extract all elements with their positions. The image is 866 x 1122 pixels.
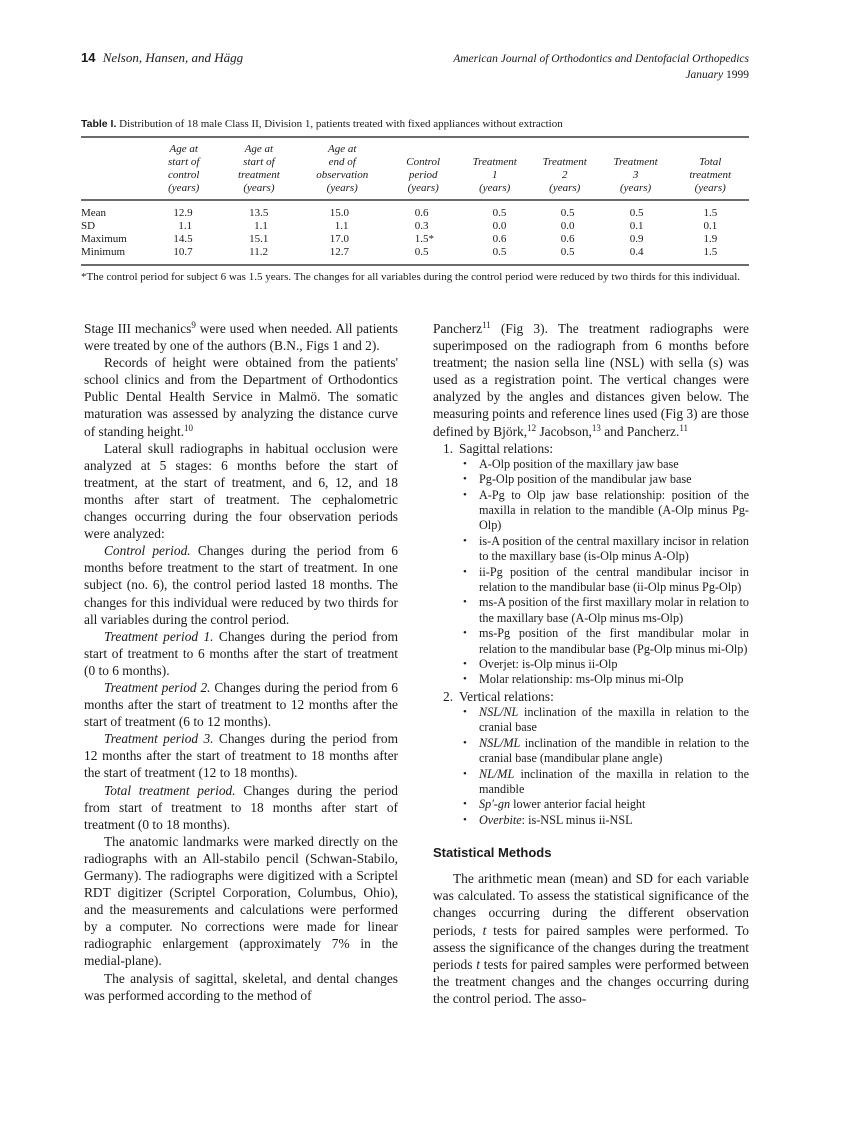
paragraph-radiographs: Lateral skull radiographs in habitual occlusion were analyzed at 5 stages: 6 months before the start of treatment, at the start of treatment, and 6, 12, and 18 months after start of treatment. The cephalometric changes occurring during the four observation periods were analyzed: [84,440,398,542]
table-1 [81,117,749,285]
list-number: 1. [443,440,454,456]
row-label: Minimum [81,246,126,258]
section-heading-statistical-methods: Statistical Methods [433,845,552,861]
cell: 11.2 [249,246,268,258]
paragraph-mechanics: Stage III mechanics$^9$ were used when needed. All patients were treated by one of the authors (B.N., Figs 1 and 2). [84,320,398,354]
cell: 0.5 [560,246,575,258]
list-item: • NSL/NL inclination of the maxilla in relation to the cranial base [463,704,749,735]
bullet-icon: • [463,627,467,640]
bullet-icon: • [463,534,467,547]
term: Treatment period 3. [104,731,214,747]
bullet-icon: • [463,705,467,718]
cell: 10.7 [173,246,193,258]
cell: 0.6 [414,207,429,219]
cell: 0.5 [414,246,429,258]
cell: 0.6 [560,233,575,245]
right-column [433,320,749,1007]
issue-month: January [685,69,724,81]
row-label: Mean [81,207,107,219]
table-row-mean [81,201,749,220]
list-item: • ii-Pg position of the central mandibular incisor in relation to the mandibular base (ii-Olp minus Pg-Olp) [463,564,749,594]
header-cell-treatment-2: Treatment 2 (years) [542,156,587,194]
term: Total treatment period. [104,782,236,798]
left-column [84,320,398,1004]
issue-date [453,67,749,83]
header-cell-age-start-control: Age at start of control (years) [167,143,200,194]
citation: 13 [591,422,601,433]
term: Treatment period 1. [104,628,214,644]
cell: 0.1 [703,220,718,232]
paragraph-statistics: The arithmetic mean (mean) and SD for each variable was calculated. To assess the statistical significance of the changes occurring during the different observation periods, t tests for paired samples were performed. To assess the significance of the changes during the treatment periods t tests for paired samples were performed between the treatment changes and the changes occurring during the control period. The asso- [433,871,749,1006]
paragraph-treatment-period-2: Treatment period 2. Changes during the period from 6 months after the start of treatment to 12 months after the start of treatment (6 to 12 months). [84,679,398,730]
table-row-sd [81,220,749,233]
bullet-icon: • [463,473,467,486]
list-heading: Vertical relations: [459,688,554,704]
bullet-icon: • [463,813,467,826]
cell: 12.9 [173,207,193,219]
header-cell-treatment-3: Treatment 3 (years) [613,156,658,194]
page-number: 14 [81,50,96,65]
journal-title: American Journal of Orthodontics and Dentofacial Orthopedics [453,53,749,65]
table-row-maximum [81,233,749,246]
paragraph-total-treatment-period: Total treatment period. Changes during the period from start of treatment to 18 months after start of treatment (0 to 18 months). [84,782,398,832]
cell: 1.9 [703,233,718,245]
paragraph-height-records: Records of height were obtained from the patients' school clinics and from the Department of Orthodontics Public Dental Health Service in Malmö. The somatic maturation was assessed by analyzing the distance curve of standing height.$^{10}$ [84,355,398,439]
table-caption [81,117,749,131]
list-item: • A-Pg to Olp jaw base relationship: position of the maxilla in relation to the mandible (A-Olp minus Pg-Olp) [463,487,749,533]
cell: 0.9 [629,233,644,245]
cell: 0.5 [560,207,575,219]
issue-year: 1999 [726,69,749,81]
cell: 1.1 [178,220,193,232]
row-label: SD [81,220,96,232]
cell: 1.5* [414,233,434,245]
bullet-icon: • [463,457,467,470]
table-header-row [81,138,749,199]
bullet-icon: • [463,596,467,609]
citation: 9 [191,320,196,330]
cell: 12.7 [329,246,349,258]
list-item: • Molar relationship: ms-Olp minus mi-Olp [463,672,684,687]
list-item: • is-A position of the central maxillary incisor in relation to the maxillary base (is-Olp minus A-Olp) [463,533,749,564]
list-item: • Pg-Olp position of the mandibular jaw base [463,472,692,487]
paragraph-treatment-period-3: Treatment period 3. Changes during the period from 12 months after the start of treatment to 18 months after the start of treatment (12 to 18 months). [84,731,398,781]
paragraph-pancherz: Pancherz$^{11}$ (Fig 3). The treatment radiographs were superimposed on the radiograph from 6 months before treatment; the nasion sella line (NSL) with sella (s) was used as a registration point. The vertical changes were analyzed by the angles and distances given below. The measuring points and reference lines used (Fig 3) are those defined by Björk,$^{12}$ Jacobson,$^{13}$ and Pancherz.$^{11}$ [433,320,749,439]
cell: 0.5 [492,207,507,219]
sagittal-relations [433,440,749,688]
cell: 0.5 [629,207,644,219]
citation: 11 [679,422,689,433]
term: Treatment period 2. [104,679,211,695]
term: Control period. [104,543,191,559]
running-head-right [453,51,749,83]
cell: 15.0 [329,207,349,219]
sagittal-items [459,457,749,688]
list-item: • NL/ML inclination of the maxilla in relation to the mandible [463,766,749,796]
bullet-icon: • [463,658,467,671]
bullet-icon: • [463,736,467,749]
cell: 0.5 [492,246,507,258]
relations-list [433,440,749,829]
vertical-relations [433,688,749,828]
bullet-icon: • [463,673,467,686]
list-item: • ms-A position of the first maxillary molar in relation to the maxillary base (A-Olp minus ms-Olp) [463,595,749,625]
cell: 0.4 [629,246,644,258]
bullet-icon: • [463,798,467,811]
list-item: • Overbite: is-NSL minus ii-NSL [463,812,633,827]
citation: 11 [482,320,491,330]
list-number: 2. [443,688,454,704]
cell: 1.1 [334,220,349,232]
list-item: • NSL/ML inclination of the mandible in relation to the cranial base (mandibular plane angle) [463,735,749,766]
vertical-items [459,705,749,828]
paragraph-control-period: Control period. Changes during the period from 6 months before treatment to the start of treatment. In one subject (no. 6), the control period lasted 18 months. The changes for this individual were reduced by two thirds for all variables during the control period. [84,543,398,627]
header-cell-age-start-treatment: Age at start of treatment (years) [238,143,280,194]
cell: 1.5 [703,207,718,219]
header-cell-stat [81,138,147,199]
cell: 0.0 [560,220,575,232]
running-head-left [81,50,243,66]
list-item: • Overjet: is-Olp minus ii-Olp [463,657,618,672]
citation: 10 [184,422,194,433]
paragraph-treatment-period-1: Treatment period 1. Changes during the period from start of treatment to 6 months after the start of treatment (0 to 6 months). [84,628,398,678]
header-cell-total-treatment: Total treatment (years) [689,156,732,194]
citation: 12 [527,422,537,433]
table-caption-text: Distribution of 18 male Class II, Division 1, patients treated with fixed appliances without extraction [119,118,563,130]
data-table [81,138,749,264]
list-heading: Sagittal relations: [459,440,554,456]
cell: 0.1 [629,220,644,232]
list-item: • Sp'-gn lower anterior facial height [463,797,646,812]
header-cell-age-end-observation: Age at end of observation (years) [316,143,369,194]
table-row-minimum [81,246,749,264]
list-item: • ms-Pg position of the first mandibular molar in relation to the mandibular base (Pg-Olp minus mi-Olp) [463,626,749,656]
paragraph-analysis: The analysis of sagittal, skeletal, and dental changes was performed according to the method of [84,970,398,1003]
cell: 1.1 [254,220,268,232]
cell: 0.6 [492,233,507,245]
cell: 13.5 [249,207,269,219]
bullet-icon: • [463,767,467,780]
table-footnote: *The control period for subject 6 was 1.5 years. The changes for all variables during the control period were reduced by two thirds for this individual. [81,271,740,283]
cell: 15.1 [249,233,269,245]
table-label: Table I. [81,118,117,130]
running-head [81,50,749,90]
paragraph-landmarks: The anatomic landmarks were marked directly on the radiographs with an All-stabilo pencil (Schwan-Stabilo, Germany). The radiographs were digitized with a Scriptel RDT digitizer (Scriptel Corporation, Columbus, Ohio), and the measurements and calculations were performed by a computer. No corrections were made for linear radiographic enlargement (approximately 7% in the medial-plane). [84,833,398,969]
row-label: Maximum [81,233,127,245]
header-cell-treatment-1: Treatment 1 (years) [472,156,517,194]
bullet-icon: • [463,565,467,578]
authors: Nelson, Hansen, and Hägg [102,50,244,65]
cell: 1.5 [703,246,718,258]
cell: 0.3 [414,220,429,232]
cell: 14.5 [173,233,193,245]
cell: 0.0 [492,220,507,232]
list-item: • A-Olp position of the maxillary jaw base [463,456,679,471]
bullet-icon: • [463,488,467,501]
cell: 17.0 [329,233,349,245]
header-cell-control-period: Control period (years) [406,156,441,194]
